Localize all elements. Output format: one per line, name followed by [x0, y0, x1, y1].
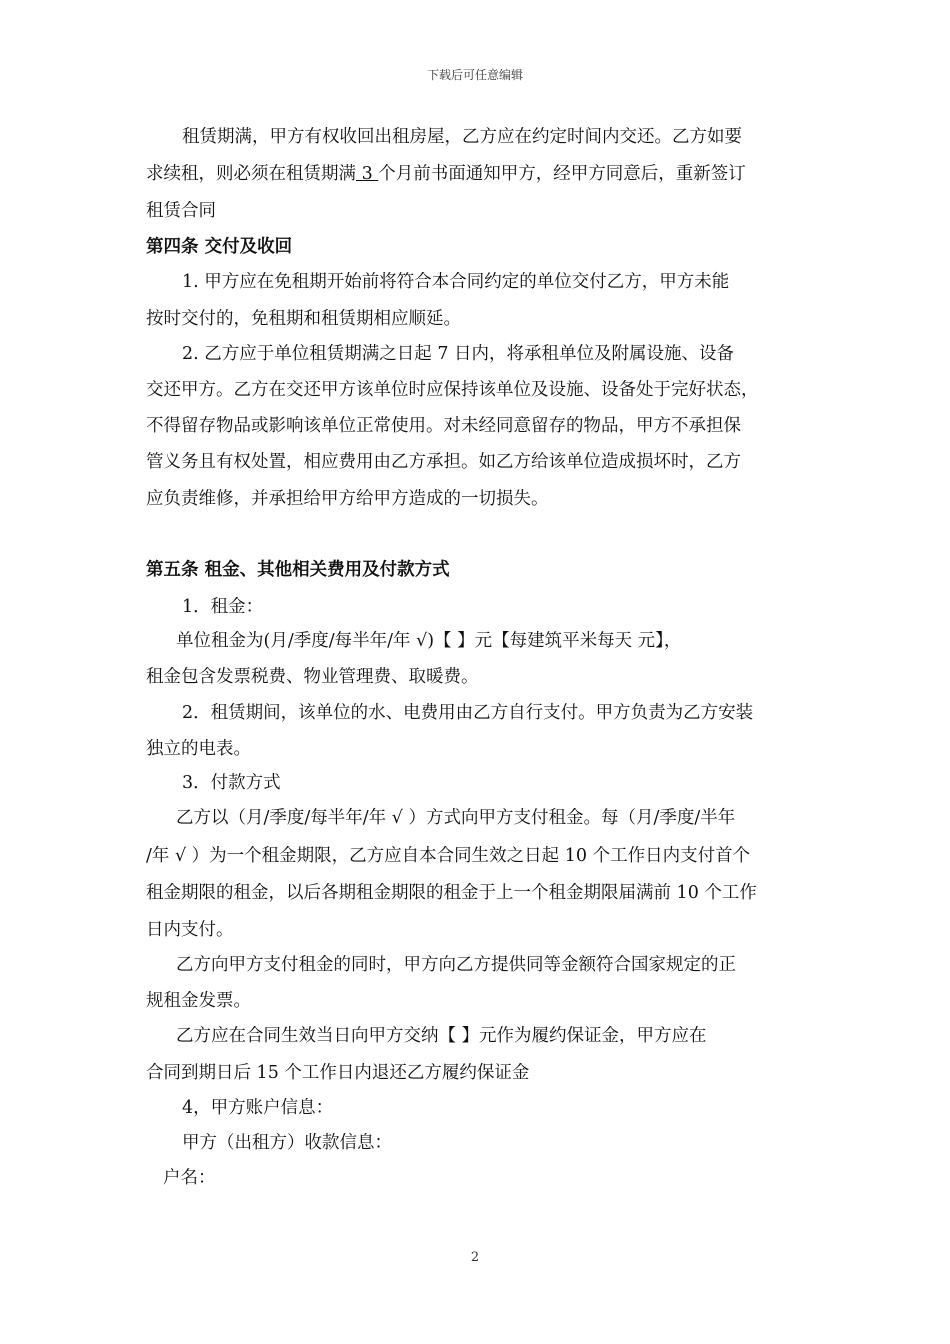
paragraph-line: 日内支付。: [146, 920, 234, 940]
paragraph-line: 乙方应在合同生效当日向甲方交纳【 】元作为履约保证金，甲方应在: [176, 1026, 707, 1046]
paragraph-line: 规租金发票。: [146, 991, 251, 1011]
paragraph-line: 甲方（出租方）收款信息：: [182, 1133, 392, 1153]
page-header: 下载后可任意编辑: [426, 68, 523, 82]
paragraph-line: 2. 乙方应于单位租赁期满之日起 7 日内，将承租单位及附属设施、设备: [182, 344, 735, 364]
paragraph-line: 租金包含发票税费、物业管理费、取暖费。: [146, 667, 479, 687]
subsection-label: 1．租金：: [182, 597, 264, 617]
article-4-heading: 第四条 交付及收回: [146, 237, 293, 257]
paragraph-line: 不得留存物品或影响该单位正常使用。对未经同意留存的物品，甲方不承担保: [146, 416, 741, 436]
text-span: 求续租，则必须在租赁期满: [146, 164, 356, 184]
paragraph-line: 乙方以（月/季度/每半年/年 √ ）方式向甲方支付租金。每（月/季度/半年: [176, 808, 736, 828]
paragraph-line: [146, 163, 746, 185]
paragraph-line: 1. 甲方应在免租期开始前将符合本合同约定的单位交付乙方，甲方未能: [182, 272, 730, 292]
underlined-months: 3: [356, 164, 379, 184]
paragraph-line: 2．租赁期间，该单位的水、电费用由乙方自行支付。甲方负责为乙方安装: [182, 703, 754, 723]
paragraph-line: 管义务且有权处置，相应费用由乙方承担。如乙方给该单位造成损坏时，乙方: [146, 452, 741, 472]
paragraph-line: 租赁期满，甲方有权收回出租房屋，乙方应在约定时间内交还。乙方如要: [182, 127, 742, 147]
paragraph-line: 乙方向甲方支付租金的同时，甲方向乙方提供同等金额符合国家规定的正: [176, 955, 736, 975]
paragraph-line: 租赁合同: [146, 201, 216, 221]
paragraph-line: 单位租金为(月/季度/每半年/年 √)【 】元【每建筑平米每天 元】，: [176, 631, 682, 651]
paragraph-line: /年 √ ）为一个租金期限，乙方应自本合同生效之日起 10 个工作日内支付首个: [146, 846, 751, 866]
paragraph-line: 交还甲方。乙方在交还甲方该单位时应保持该单位及设施、设备处于完好状态，: [146, 380, 759, 400]
paragraph-line: 租金期限的租金，以后各期租金期限的租金于上一个租金期限届满前 10 个工作: [146, 883, 757, 903]
paragraph-line: 独立的电表。: [146, 739, 251, 759]
text-span: 个月前书面通知甲方，经甲方同意后，重新签订: [378, 164, 746, 184]
paragraph-line: 按时交付的，免租期和租赁期相应顺延。: [146, 309, 461, 329]
paragraph-line: 合同到期日后 15 个工作日内退还乙方履约保证金: [146, 1063, 530, 1083]
subsection-label: 4，甲方账户信息：: [182, 1098, 334, 1118]
subsection-label: 3．付款方式: [182, 773, 281, 793]
article-5-heading: 第五条 租金、其他相关费用及付款方式: [146, 560, 450, 580]
page-number: 2: [470, 1250, 480, 1265]
paragraph-line: 应负责维修，并承担给甲方给甲方造成的一切损失。: [146, 489, 549, 509]
account-name-label: 户名：: [163, 1168, 216, 1188]
